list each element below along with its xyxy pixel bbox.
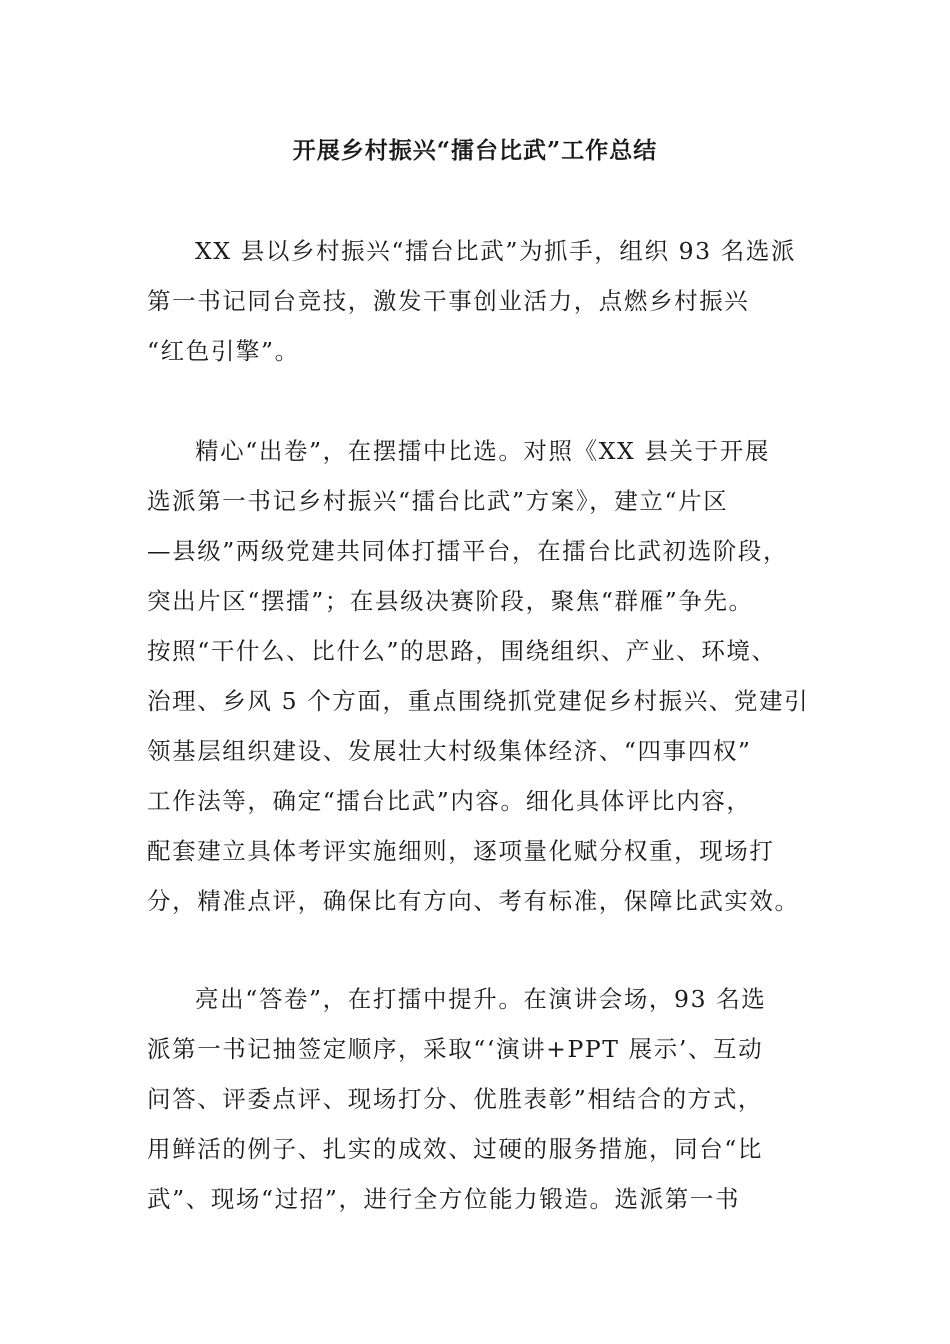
paragraph-line: 按照“干什么、比什么”的思路，围绕组织、产业、环境、 (147, 637, 777, 665)
paragraph-line: 问答、评委点评、现场打分、优胜表彰”相结合的方式， (147, 1085, 764, 1113)
paragraph-line: —县级”两级党建共同体打擂平台，在擂台比武初选阶段， (147, 537, 789, 565)
paragraph-line: 精心“出卷”，在摆擂中比选。对照《XX 县关于开展 (195, 437, 770, 465)
paragraph-line: 武”、现场“过招”，进行全方位能力锻造。选派第一书 (147, 1185, 741, 1213)
paragraph-line: 选派第一书记乡村振兴“擂台比武”方案》，建立“片区 (147, 487, 729, 515)
paragraph-line: 派第一书记抽签定顺序，采取“‘演讲+PPT 展示’、互动 (147, 1035, 764, 1063)
paragraph-line: “红色引擎”。 (147, 337, 300, 365)
document-title: 开展乡村振兴“擂台比武”工作总结 (292, 137, 658, 164)
paragraph-line: 工作法等，确定“擂台比武”内容。细化具体评比内容， (147, 787, 752, 815)
paragraph-line: 分，精准点评，确保比有方向、考有标准，保障比武实效。 (147, 887, 800, 915)
paragraph-line: 突出片区“摆擂”；在县级决赛阶段，聚焦“群雁”争先。 (147, 587, 754, 615)
paragraph-intro (147, 226, 807, 376)
paragraph-line: 用鲜活的例子、扎实的成效、过硬的服务措施，同台“比 (147, 1135, 764, 1163)
paragraph-line: 第一书记同台竞技，激发干事创业活力，点燃乡村振兴 (147, 287, 750, 315)
paragraph-line: 配套建立具体考评实施细则，逐项量化赋分权重，现场打 (147, 837, 775, 865)
paragraph-line: 领基层组织建设、发展壮大村级集体经济、“四事四权” (147, 737, 752, 765)
paragraph-answers (147, 974, 807, 1224)
paragraph-questions (147, 426, 810, 926)
paragraph-line: 亮出“答卷”，在打擂中提升。在演讲会场，93 名选 (195, 985, 767, 1013)
paragraph-line: XX 县以乡村振兴“擂台比武”为抓手，组织 93 名选派 (195, 237, 797, 265)
paragraph-line: 治理、乡风 5 个方面，重点围绕抓党建促乡村振兴、党建引 (147, 687, 810, 715)
